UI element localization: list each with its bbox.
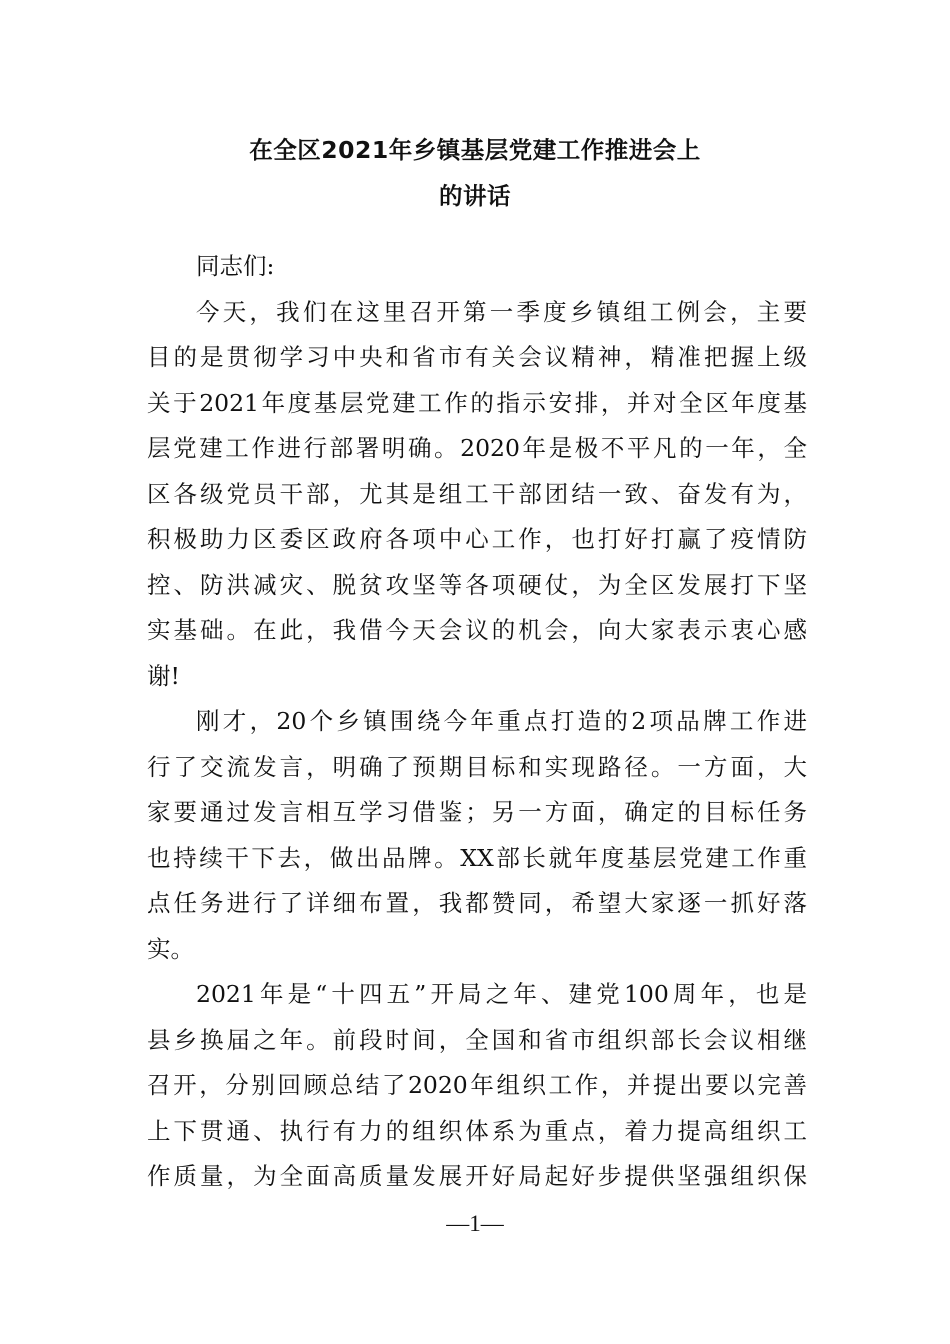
paragraph-line: 今天，我们在这里召开第一季度乡镇组工例会，主要 (196, 297, 807, 326)
paragraph-line: 召开，分别回顾总结了2020年组织工作，并提出要以完善 (147, 1071, 807, 1099)
paragraph-line: 目的是贯彻学习中央和省市有关会议精神，精准把握上级 (147, 343, 807, 371)
paragraph-line: 谢! (147, 661, 180, 690)
paragraph-line: 积极助力区委区政府各项中心工作，也打好打赢了疫情防 (147, 525, 807, 553)
paragraph-line: 也持续干下去，做出品牌。XX部长就年度基层党建工作重 (147, 843, 807, 872)
paragraph-3 (147, 972, 807, 1200)
paragraph-line: 上下贯通、执行有力的组织体系为重点，着力提高组织工 (147, 1116, 807, 1145)
paragraph-1 (147, 290, 807, 700)
paragraph-line: 点任务进行了详细布置，我都赞同，希望大家逐一抓好落 (147, 889, 807, 917)
paragraph-line: 实基础。在此，我借今天会议的机会，向大家表示衷心感 (147, 616, 807, 644)
document-title (140, 128, 810, 219)
paragraph-line: 家要通过发言相互学习借鉴；另一方面，确定的目标任务 (147, 798, 807, 826)
paragraph-line: 控、防洪减灾、脱贫攻坚等各项硬仗，为全区发展打下坚 (147, 570, 807, 599)
paragraph-line: 县乡换届之年。前段时间，全国和省市组织部长会议相继 (147, 1025, 807, 1054)
document-body (147, 244, 807, 1200)
salutation: 同志们: (196, 252, 275, 280)
paragraph-line: 行了交流发言，明确了预期目标和实现路径。一方面，大 (147, 752, 807, 781)
paragraph-line: 层党建工作进行部署明确。2020年是极不平凡的一年，全 (147, 434, 807, 462)
page-number: —1— (446, 1211, 504, 1236)
paragraph-line: 区各级党员干部，尤其是组工干部团结一致、奋发有为， (147, 479, 807, 508)
title-line: 在全区2021年乡镇基层党建工作推进会上 (249, 136, 701, 164)
paragraph-line: 2021年是“十四五”开局之年、建党100周年，也是 (196, 980, 807, 1008)
paragraph-2 (147, 699, 807, 972)
paragraph-line: 作质量，为全面高质量发展开好局起好步提供坚强组织保 (147, 1162, 807, 1190)
title-line: 的讲话 (439, 181, 511, 210)
paragraph-line: 关于2021年度基层党建工作的指示安排，并对全区年度基 (147, 388, 807, 417)
paragraph-line: 实。 (147, 934, 194, 963)
paragraph-line: 刚才，20个乡镇围绕今年重点打造的2项品牌工作进 (196, 707, 807, 735)
